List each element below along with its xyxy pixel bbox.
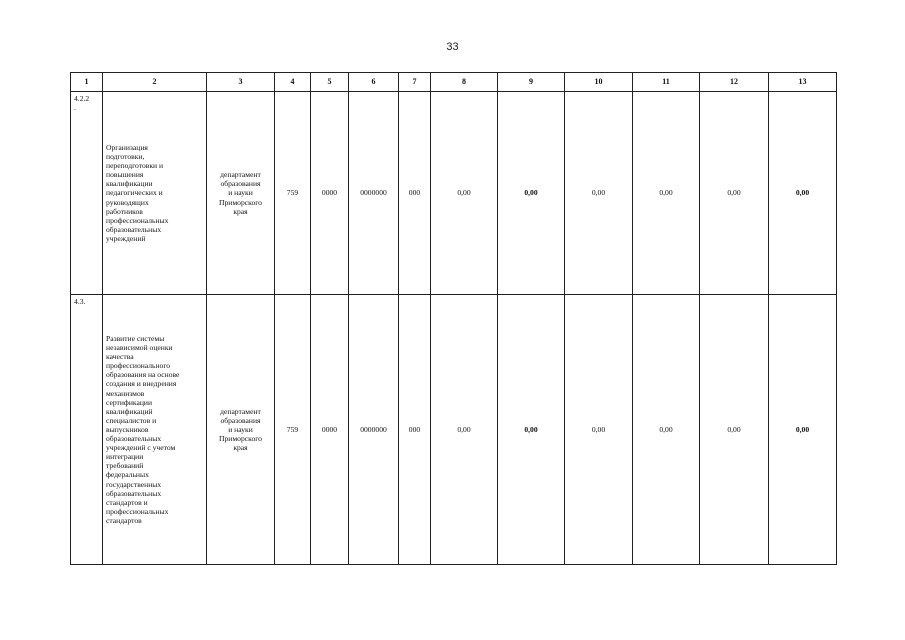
column-header: 4: [275, 73, 311, 92]
cell-col6: 0000000: [349, 295, 399, 565]
row-number-cell: [71, 295, 103, 565]
activity-name: Организация подготовки, переподготовки и повышения квалификации педагогических и руководящих работников профессиональных образовательных учреждений: [106, 142, 169, 243]
cell-col9: 0,00: [498, 295, 565, 565]
column-header: 1: [71, 73, 103, 92]
department-name: департамент образования и науки Приморского края: [219, 170, 262, 216]
cell-col5: 0000: [311, 92, 349, 295]
column-header: 10: [565, 73, 633, 92]
column-header: 9: [498, 73, 565, 92]
cell-col10: 0,00: [565, 92, 633, 295]
row-number-cell: [71, 92, 103, 295]
column-header: 3: [207, 73, 275, 92]
budget-table: [70, 72, 837, 565]
cell-col10: 0,00: [565, 295, 633, 565]
row-number: 4.3.: [74, 297, 86, 306]
cell-col9: 0,00: [498, 92, 565, 295]
cell-col12: 0,00: [700, 92, 769, 295]
table-row: [71, 295, 837, 565]
column-header: 12: [700, 73, 769, 92]
department-name: департамент образования и науки Приморского края: [219, 406, 262, 453]
column-header: 5: [311, 73, 349, 92]
header-row: [71, 73, 837, 92]
column-header: 6: [349, 73, 399, 92]
cell-col13: 0,00: [769, 92, 837, 295]
column-header: 7: [399, 73, 431, 92]
cell-col4: 759: [275, 295, 311, 565]
cell-col7: 000: [399, 92, 431, 295]
activity-name: Развитие системы независимой оценки качества профессионального образования на основе создания и внедрения механизмов сертификации квалификаций специалистов и выпускников образовательных учреждений с учетом интеграции требований федеральных государственных образовательных стандартов и профессиональных стандартов: [106, 333, 180, 526]
cell-col7: 000: [399, 295, 431, 565]
column-header: 11: [633, 73, 700, 92]
cell-col12: 0,00: [700, 295, 769, 565]
row-number: 4.2.2 .: [74, 94, 90, 113]
activity-name-cell: [103, 92, 207, 295]
cell-col4: 759: [275, 92, 311, 295]
page-number: 33: [446, 41, 459, 53]
column-header: 2: [103, 73, 207, 92]
activity-name-cell: [103, 295, 207, 565]
department-cell: [207, 295, 275, 565]
column-header: 13: [769, 73, 837, 92]
cell-col5: 0000: [311, 295, 349, 565]
cell-col11: 0,00: [633, 295, 700, 565]
cell-col6: 0000000: [349, 92, 399, 295]
cell-col13: 0,00: [769, 295, 837, 565]
column-header: 8: [431, 73, 498, 92]
cell-col11: 0,00: [633, 92, 700, 295]
cell-col8: 0,00: [431, 295, 498, 565]
cell-col8: 0,00: [431, 92, 498, 295]
table-row: [71, 92, 837, 295]
department-cell: [207, 92, 275, 295]
